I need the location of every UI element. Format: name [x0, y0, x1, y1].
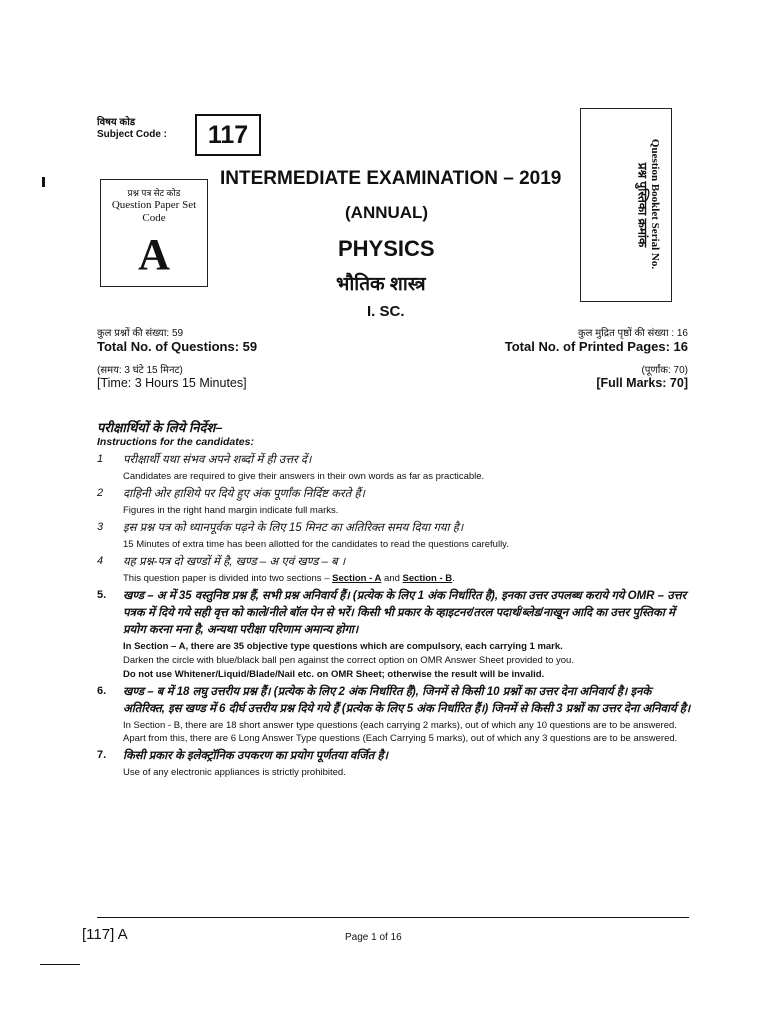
- exam-session: (ANNUAL): [345, 203, 429, 222]
- serial-label-hi: प्रश्न पुस्तिका क्रमांक: [635, 162, 650, 248]
- full-marks-hi: (पूर्णांक: 70): [641, 365, 688, 376]
- set-code-box: [100, 179, 208, 287]
- scan-mark: [40, 964, 80, 965]
- meta-right: [505, 325, 688, 390]
- instructions: [97, 418, 692, 779]
- exam-title: INTERMEDIATE EXAMINATION – 2019: [220, 168, 562, 189]
- subject-code-label-en: Subject Code :: [97, 129, 168, 140]
- section-b-label: Section - B: [402, 573, 453, 584]
- stream: I. SC.: [367, 303, 405, 320]
- instruction-text-hi: इस प्रश्न पत्र को ध्यानपूर्वक पढ़ने के लिए 15 मिनट का अतिरिक्त समय दिया गया है।: [123, 522, 464, 534]
- instruction-item: [97, 554, 692, 585]
- subject-name-hi: भौतिक शास्त्र: [336, 274, 426, 295]
- full-marks: [Full Marks: 70]: [596, 376, 688, 390]
- instruction-text-en: 15 Minutes of extra time has been allotted for the candidates to read the questions carefully.: [123, 539, 509, 550]
- booklet-serial-box: [580, 108, 672, 302]
- time-hi: (समय: 3 घंटे 15 मिनट): [97, 365, 183, 376]
- instruction-item: [97, 486, 692, 517]
- instruction-number: 1: [97, 453, 104, 465]
- instruction-item: [97, 452, 692, 483]
- instruction-text-en: In Section – A, there are 35 objective type questions which are compulsory, each carrying 1 mark.: [123, 641, 563, 652]
- subject-name: PHYSICS: [338, 236, 435, 261]
- instruction-number: 2: [97, 487, 104, 499]
- instruction-text-en: Do not use Whitener/Liquid/Blade/Nail etc. on OMR Sheet; otherwise the result will be invalid.: [123, 669, 545, 680]
- instruction-number: 7.: [97, 749, 107, 761]
- sections-intro: This question paper is divided into two sections –: [123, 573, 333, 584]
- set-code-label-hi: प्रश्न पत्र सेट कोड: [127, 188, 181, 198]
- instruction-text-hi: यह प्रश्न-पत्र दो खण्डों में है, खण्ड – अ एवं खण्ड – ब ।: [123, 556, 346, 568]
- instruction-text-en: Use of any electronic appliances is strictly prohibited.: [123, 767, 346, 778]
- section-a-label: Section - A: [332, 573, 382, 584]
- instruction-number: 4: [97, 555, 104, 567]
- instruction-text-hi: किसी प्रकार के इलेक्ट्रॉनिक उपकरण का प्रयोग पूर्णतया वर्जित है।: [123, 750, 389, 762]
- total-questions-hi: कुल प्रश्नों की संख्या: 59: [97, 328, 184, 339]
- instructions-heading-hi: परीक्षार्थियों के लिये निर्देश–: [97, 420, 223, 435]
- instruction-text-hi: दाहिनी ओर हाशिये पर दिये हुए अंक पूर्णांक निर्दिष्ट करते हैं।: [123, 488, 365, 500]
- footer-divider: [97, 917, 689, 918]
- page-number: Page 1 of 16: [345, 932, 402, 943]
- instruction-item: [97, 748, 692, 779]
- subject-code-label: [97, 117, 167, 141]
- serial-label-en: Question Booklet Serial No.: [649, 138, 661, 270]
- instruction-text-en: Darken the circle with blue/black ball pen against the correct option on OMR Answer Sheet provided to you.: [123, 655, 574, 666]
- instructions-heading: Instructions for the candidates:: [97, 436, 254, 448]
- time-allowed: [Time: 3 Hours 15 Minutes]: [97, 376, 247, 390]
- sections-and: and: [381, 573, 403, 584]
- set-code-letter: A: [138, 230, 170, 279]
- printed-pages-hi: कुल मुद्रित पृष्ठों की संख्या : 16: [577, 328, 688, 339]
- instruction-text-en: [123, 572, 692, 585]
- printed-pages: Total No. of Printed Pages: 16: [504, 339, 688, 354]
- instruction-text-en: Candidates are required to give their answers in their own words as far as practicable.: [123, 471, 485, 482]
- instruction-text-en: Figures in the right hand margin indicate full marks.: [123, 505, 339, 516]
- total-questions: Total No. of Questions: 59: [97, 339, 258, 354]
- sections-end: .: [452, 573, 455, 584]
- instruction-number: 5.: [97, 589, 107, 601]
- instruction-number: 6.: [97, 685, 107, 697]
- instruction-text-hi: खण्ड – ब में 18 लघु उत्तरीय प्रश्न हैं। (प्रत्येक के लिए 2 अंक निर्धारित हैं), जिनमें से किसी 10 प्रश्नों का उत्तर देना अनिवार्य है। इनके अतिरिक्त, इस खण्ड में 6 दीर्घ उत्तरीय प्रश्न दिये गये हैं (प्रत्येक के लिए 5 अंक निर्धारित हैं।) जिनमें से किसी 3 प्रश्नों का उत्तर देना अनिवार्य है।: [123, 686, 691, 715]
- instruction-text-hi: खण्ड – अ में 35 वस्तुनिष्ठ प्रश्न हैं, सभी प्रश्न अनिवार्य हैं। (प्रत्येक के लिए 1 अंक निर्धारित है), इनका उत्तर उपलब्ध कराये गये OMR – उत्तर पत्रक में दिये गये सही वृत्त को काले/नीले बॉल पेन से भरें। किसी भी प्रकार के व्हाइटनर/तरल पदार्थ/ब्लेड/नाखून आदि का उत्तर पुस्तिका में प्रयोग करना मना है, अन्यथा परीक्षा परिणाम अमान्य होगा।: [123, 590, 687, 636]
- instruction-item: [97, 520, 692, 551]
- meta-left: [97, 325, 257, 390]
- set-code-label-en: Question Paper Set Code: [111, 199, 197, 224]
- footer-paper-code: [117] A: [82, 926, 128, 943]
- instruction-text-hi: परीक्षार्थी यथा संभव अपने शब्दों में ही उत्तर दें।: [123, 454, 312, 466]
- instruction-text-en: In Section - B, there are 18 short answer type questions (each carrying 2 marks), out of which any 10 questions are to be answered. Apart from this, there are 6 Long Answer Type questions (Each Carrying 5 marks), out of which any 3 questions are to be answered.: [123, 720, 678, 744]
- subject-code-label-hi: विषय कोड: [97, 117, 136, 128]
- scan-mark: [42, 177, 45, 187]
- instruction-number: 3: [97, 521, 104, 533]
- subject-code-box: 117: [195, 114, 261, 156]
- instruction-item: [97, 684, 692, 745]
- instruction-item: [97, 588, 692, 681]
